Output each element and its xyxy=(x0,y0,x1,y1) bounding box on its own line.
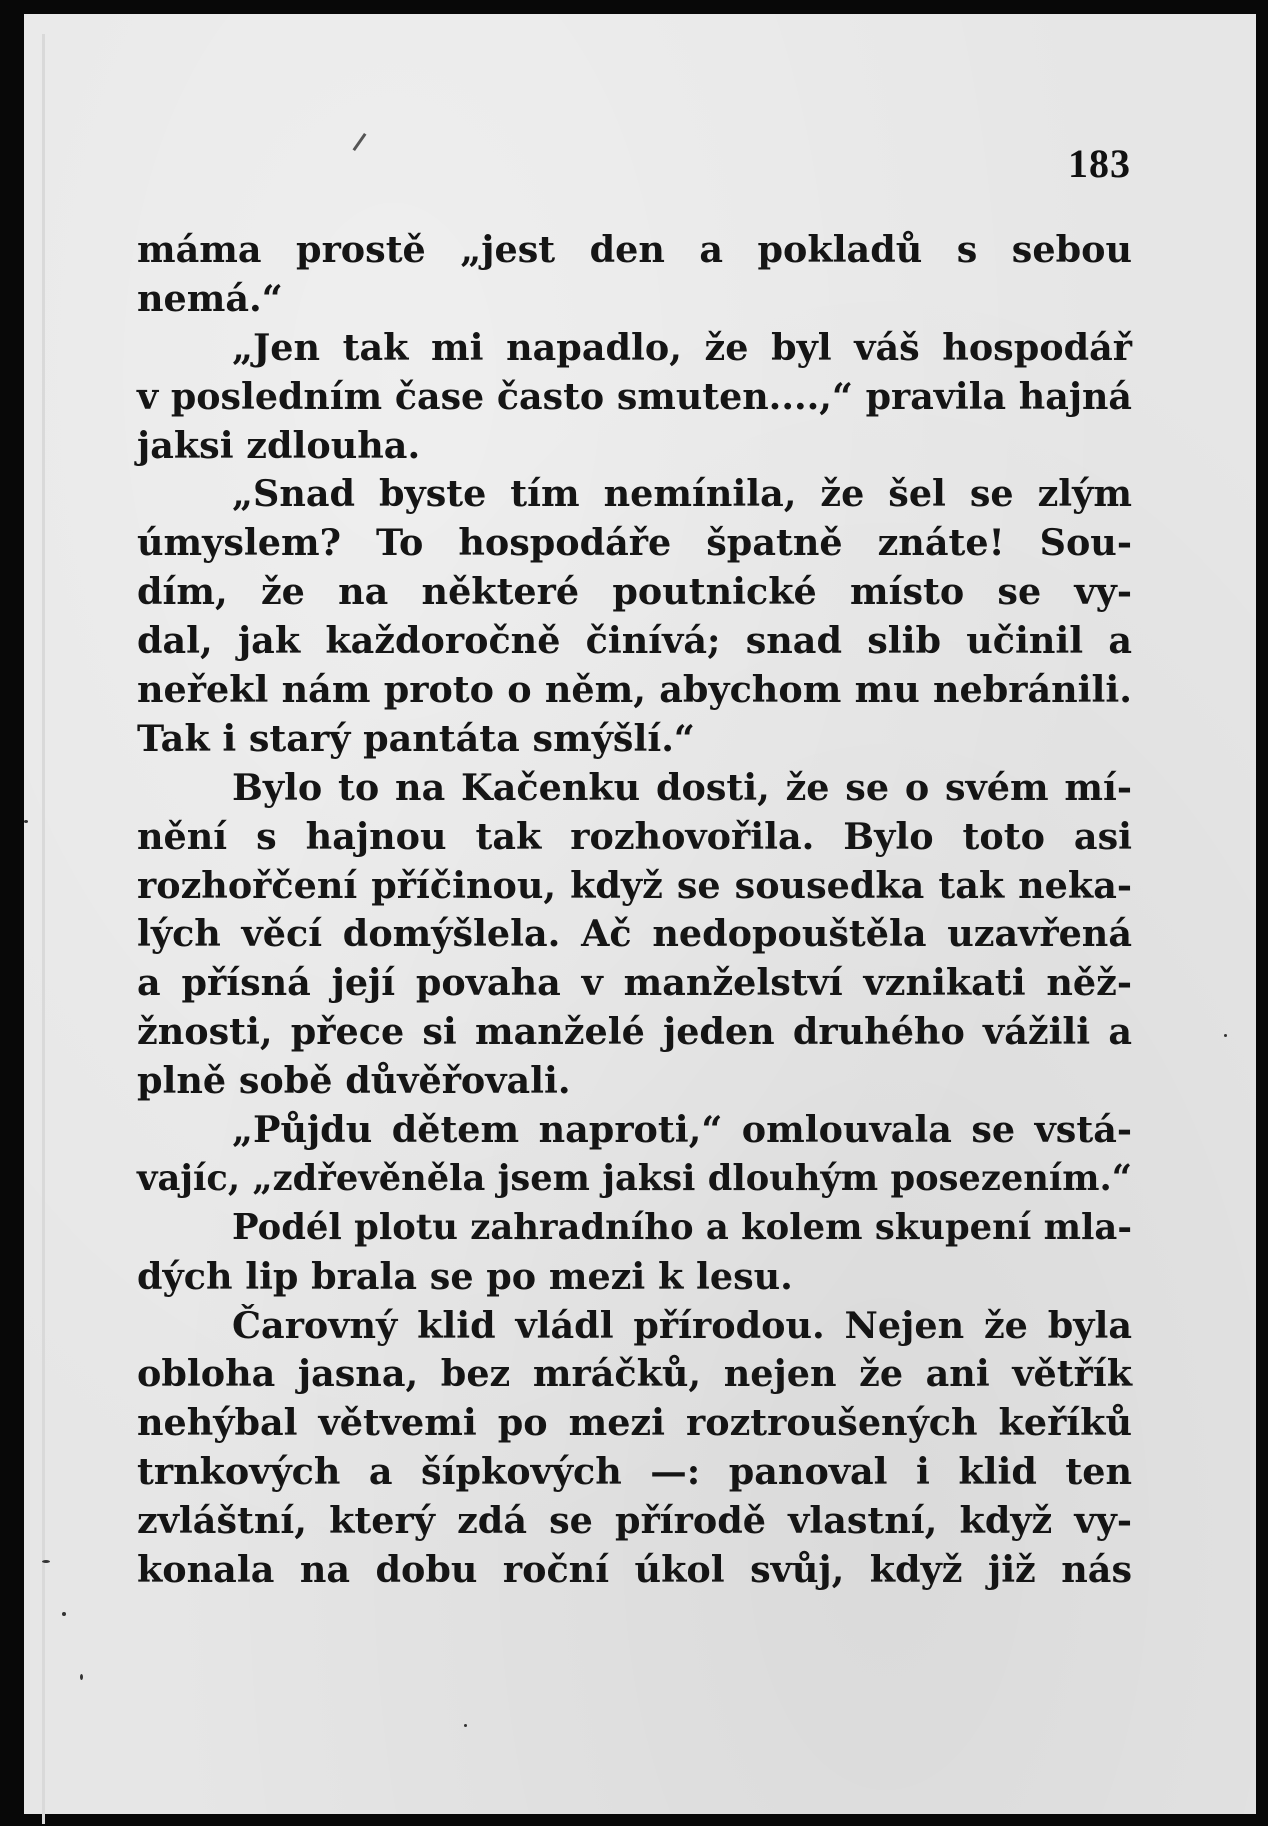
text-line: „Jen tak mi napadlo, že byl váš hospodář xyxy=(232,325,1132,369)
text-line: neřekl nám proto o něm, abychom mu nebránili. xyxy=(137,668,1132,712)
text-line: dých lip brala se po mezi k lesu. xyxy=(137,1254,793,1298)
text-line: obloha jasna, bez mráčků, nejen že ani větřík xyxy=(137,1352,1132,1396)
text-line: dím, že na některé poutnické místo se vy- xyxy=(137,570,1132,614)
page-number: 183 xyxy=(1068,141,1131,186)
text-line: lých věcí domýšlela. Ač nedopouštěla uzavřená xyxy=(137,912,1132,956)
body-text xyxy=(137,226,1132,1595)
text-line: plně sobě důvěřovali. xyxy=(137,1059,571,1103)
text-line: máma prostě „jest den a pokladů s sebou xyxy=(137,228,1132,271)
text-line: žnosti, přece si manželé jeden druhého vážili a xyxy=(137,1010,1132,1054)
text-line: vajíc, „zdřevěněla jsem jaksi dlouhým posezením.“ xyxy=(137,1157,1132,1199)
text-line: Čarovný klid vládl přírodou. Nejen že byla xyxy=(232,1303,1132,1347)
text-line: jaksi zdlouha. xyxy=(137,423,421,467)
text-line: a přísná její povaha v manželství vznikati něž- xyxy=(137,961,1132,1005)
book-page xyxy=(24,14,1256,1814)
ink-speck xyxy=(80,1674,83,1680)
text-line: dal, jak každoročně činívá; snad slib učinil a xyxy=(137,619,1132,663)
ink-speck xyxy=(62,1612,66,1616)
ink-speck xyxy=(1224,1034,1227,1037)
text-line: Podél plotu zahradního a kolem skupení mla- xyxy=(232,1206,1132,1248)
ink-speck xyxy=(464,1724,467,1727)
page-gutter xyxy=(42,34,45,1824)
text-line: „Snad byste tím nemínila, že šel se zlým xyxy=(232,472,1132,516)
ink-speck xyxy=(24,820,28,823)
text-line: úmyslem? To hospodáře špatně znáte! Sou- xyxy=(137,521,1132,565)
text-line: „Půjdu dětem naproti,“ omlouvala se vstá- xyxy=(232,1108,1132,1152)
text-line: nehýbal větvemi po mezi roztroušených keříků xyxy=(137,1401,1132,1445)
ink-speck xyxy=(42,1560,50,1563)
pencil-mark xyxy=(353,133,367,151)
text-line: trnkových a šípkových —: panoval i klid ten xyxy=(137,1450,1132,1494)
text-line: konala na dobu roční úkol svůj, když již nás xyxy=(137,1548,1132,1592)
text-line: nění s hajnou tak rozhovořila. Bylo toto asi xyxy=(137,814,1132,858)
text-line: Bylo to na Kačenku dosti, že se o svém mí- xyxy=(232,765,1132,809)
text-line: zvláštní, který zdá se přírodě vlastní, když vy- xyxy=(137,1499,1132,1543)
text-line: nemá.“ xyxy=(137,276,283,320)
text-line: v posledním čase často smuten....,“ pravila hajná xyxy=(137,374,1132,418)
text-line: rozhořčení příčinou, když se sousedka tak neka- xyxy=(137,863,1132,907)
text-line: Tak i starý pantáta smýšlí.“ xyxy=(137,716,695,760)
